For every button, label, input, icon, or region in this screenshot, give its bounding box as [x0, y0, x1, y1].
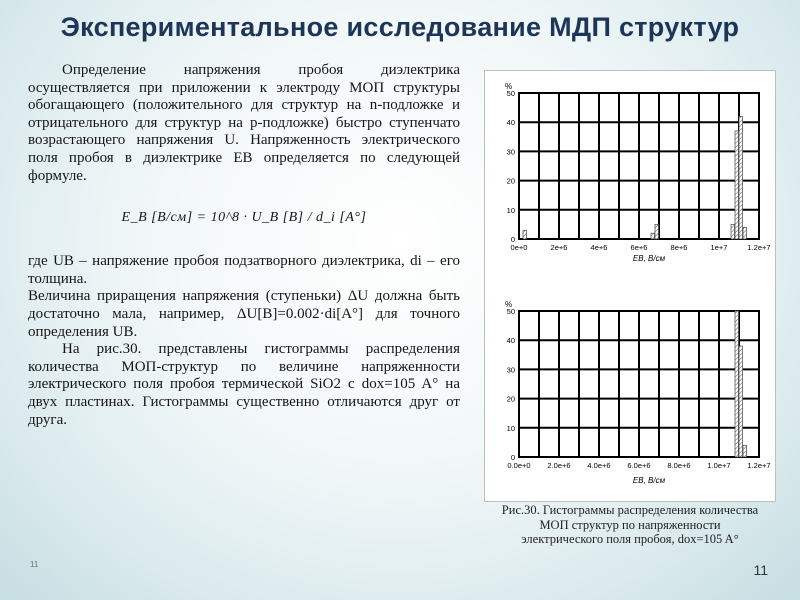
x-tick-label: 8.0e+6 — [667, 461, 691, 470]
histogram-bar — [731, 224, 735, 239]
y-tick-label: 0 — [510, 235, 515, 244]
x-tick-label: 0.0e+0 — [507, 461, 531, 470]
breakdown-field-formula — [28, 187, 460, 249]
histogram-top — [505, 82, 771, 263]
histogram-bar — [735, 131, 739, 239]
histogram-bar — [743, 445, 747, 457]
y-tick-label: 10 — [506, 205, 515, 215]
x-tick-label: 4.0e+6 — [587, 461, 611, 470]
caption-line-1: Рис.30. Гистограммы распределения количества — [501, 503, 759, 517]
y-axis-unit-label: % — [505, 82, 513, 91]
histogram-bar — [735, 311, 739, 457]
x-tick-label: 2e+6 — [550, 243, 568, 252]
page-number: 11 — [753, 562, 768, 578]
body-text — [28, 62, 460, 429]
x-tick-label: 6e+6 — [630, 243, 648, 252]
paragraph-where: где UB – напряжение пробоя подзатворного диэлектрика, di – его толщина. — [28, 253, 460, 287]
x-tick-label: 1.2e+7 — [747, 461, 771, 470]
histogram-panel — [484, 70, 776, 502]
histogram-bar — [743, 227, 747, 239]
caption-line-2: МОП структур по напряженности — [539, 517, 721, 532]
histogram-bottom — [505, 300, 771, 485]
x-tick-label: 2.0e+6 — [547, 461, 571, 470]
y-tick-label: 20 — [506, 176, 515, 186]
footer-mark: 11 — [30, 560, 39, 569]
y-axis-unit-label: % — [505, 300, 513, 309]
x-tick-label: 6.0e+6 — [627, 461, 651, 470]
x-tick-label: 1.2e+7 — [747, 243, 771, 252]
histograms-svg — [485, 71, 777, 503]
x-tick-label: 4e+6 — [590, 243, 608, 252]
caption-line-3: электрического поля пробоя, dox=105 A° — [521, 532, 739, 546]
x-tick-label: 1.0e+7 — [707, 461, 731, 470]
figure-caption — [462, 503, 798, 547]
x-axis-label: EB, В/см — [632, 254, 666, 263]
histogram-bar — [651, 233, 655, 239]
y-tick-label: 40 — [506, 336, 515, 346]
y-tick-label: 40 — [506, 118, 515, 128]
y-tick-label: 20 — [506, 394, 515, 404]
paragraph-definition: Определение напряжения пробоя диэлектрика осуществляется при приложении к электроду МОП структуры обогащающего (положительного для структур на n-подложке и отрицательного для структур на p-подложке) быстро ступенчато возрастающего напряжения U. Напряженность электрического поля пробоя в диэлектрике EB определяется по следующей формуле. — [28, 62, 460, 184]
x-axis-label: EB, В/см — [632, 476, 666, 485]
y-tick-label: 30 — [506, 147, 515, 157]
slide-title: Экспериментальное исследование МДП структур — [60, 12, 740, 42]
histogram-bar — [739, 346, 743, 457]
histogram-bar — [655, 224, 659, 239]
histogram-bar — [739, 116, 743, 239]
y-tick-label: 0 — [510, 453, 515, 462]
histogram-bar — [523, 230, 527, 239]
y-tick-label: 30 — [506, 365, 515, 375]
y-tick-label: 50 — [506, 89, 515, 98]
x-tick-label: 1e+7 — [710, 243, 728, 252]
y-tick-label: 50 — [506, 307, 515, 316]
paragraph-histograms: На рис.30. представлены гистограммы распределения количества МОП-структур по величине напряженности электрического поля пробоя термической SiO2 с dox=105 A° на двух пластинах. Гистограммы существенно отличаются друг от друга. — [28, 341, 460, 428]
paragraph-voltage-step: Величина приращения напряжения (ступеньки) ΔU должна быть достаточно мала, например, ΔU[B]=0.002·di[A°] для точного определения UB. — [28, 288, 460, 340]
x-tick-label: 8e+6 — [670, 243, 688, 252]
x-tick-label: 0e+0 — [510, 243, 528, 252]
formula-text: E_B [В/см] = 10^8 · U_B [В] / d_i [А°] — [121, 210, 367, 226]
y-tick-label: 10 — [506, 423, 515, 433]
